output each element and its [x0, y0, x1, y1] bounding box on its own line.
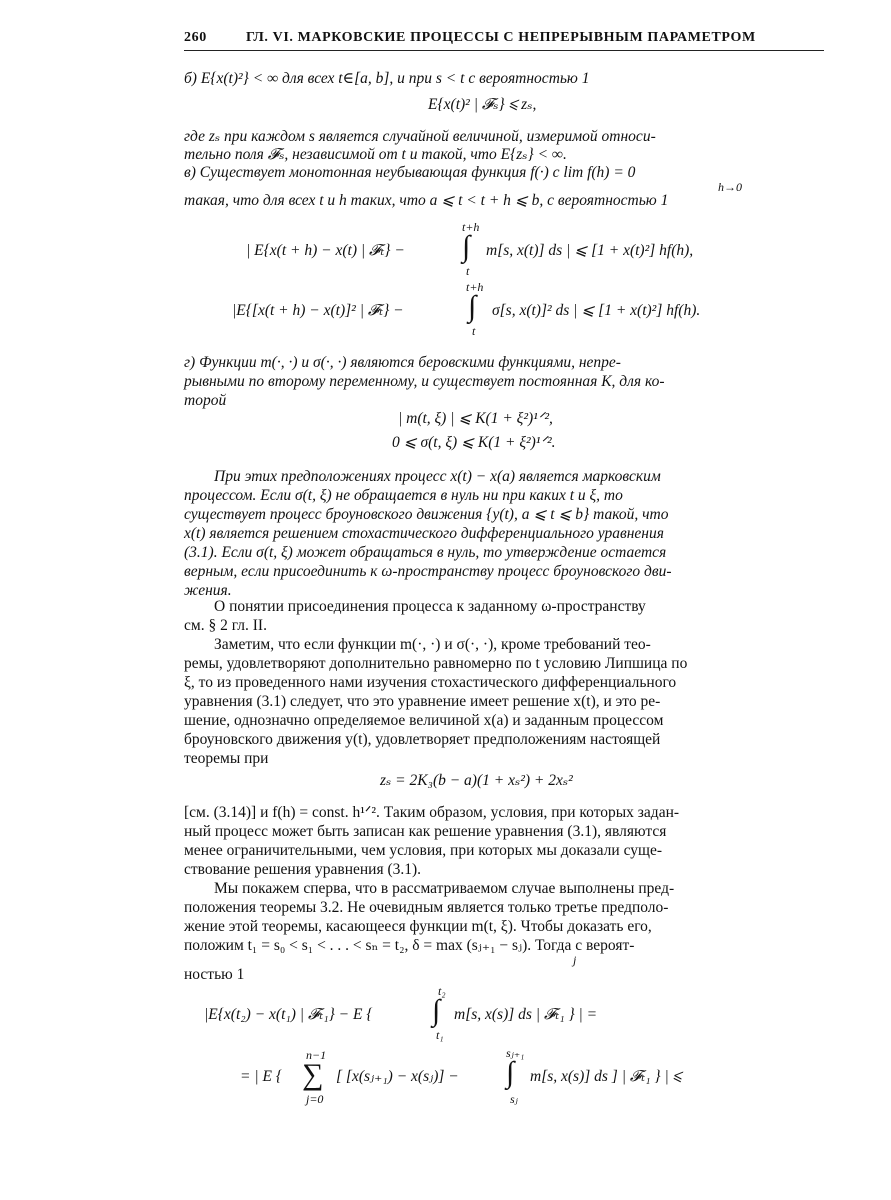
- feq2-int-upper: sⱼ₊₁: [506, 1046, 525, 1060]
- para3-line: ствование решения уравнения (3.1).: [184, 861, 422, 878]
- theorem-line: верным, если присоединить к ω-пространству процесс броуновского дви-: [184, 563, 672, 580]
- para4-line: жение этой теоремы, касающееся функции m(t, ξ). Чтобы доказать его,: [184, 918, 652, 935]
- feq1-int-upper: t₂: [438, 984, 446, 998]
- lim-subscript: h→0: [718, 180, 742, 194]
- zs-formula: zₛ = 2K₃(b − a)(1 + xₛ²) + 2xₛ²: [380, 772, 573, 789]
- eq2-int-upper: t+h: [466, 280, 484, 294]
- feq2-mid: [ [x(sⱼ₊₁) − x(sⱼ)] −: [336, 1068, 459, 1085]
- eq1-int-lower: t: [466, 264, 470, 278]
- theorem-line: При этих предположениях процесс x(t) − x(a) является марковским: [214, 468, 661, 485]
- cond-g-formula1: | m(t, ξ) | ⩽ K(1 + ξ²)¹ᐟ²,: [398, 410, 553, 427]
- cond-b-line3: тельно поля 𝓕ₛ, независимой от t и такой, что E{zₛ} < ∞.: [184, 146, 567, 163]
- cond-g-line2: рывными по второму переменному, и существует постоянная K, для ко-: [184, 373, 665, 390]
- eq1-right: m[s, x(t)] ds | ⩽ [1 + x(t)²] hf(h),: [486, 242, 694, 259]
- feq1-int-lower: t₁: [436, 1028, 444, 1042]
- cond-g-line1: г) Функции m(·, ·) и σ(·, ·) являются беровскими функциями, непре-: [184, 354, 621, 371]
- cond-b-formula: E{x(t)² | 𝓕ₛ} ⩽ zₛ,: [428, 96, 537, 113]
- theorem-line: жения.: [184, 582, 232, 599]
- cond-g-formula2: 0 ⩽ σ(t, ξ) ⩽ K(1 + ξ²)¹ᐟ².: [392, 434, 556, 451]
- feq2-int-lower: sⱼ: [510, 1092, 518, 1106]
- cond-g-line3: торой: [184, 392, 227, 409]
- para4-line: положим t₁ = s₀ < s₁ < . . . < sₙ = t₂, δ = max (sⱼ₊₁ − sⱼ). Тогда с вероят-: [184, 937, 635, 954]
- theorem-line: существует процесс броуновского движения {y(t), a ⩽ t ⩽ b} такой, что: [184, 506, 669, 523]
- cond-v-line1: в) Существует монотонная неубывающая функция f(·) с lim f(h) = 0: [184, 164, 636, 181]
- cond-v-line2: такая, что для всех t и h таких, что a ⩽ t < t + h ⩽ b, с вероятностью 1: [184, 192, 669, 209]
- feq1-right: m[s, x(s)] ds | 𝓕ₜ₁ } | =: [454, 1006, 598, 1023]
- para3-line: ный процесс может быть записан как решение уравнения (3.1), являются: [184, 823, 667, 840]
- para2-line: шение, однозначно определяемое величиной x(a) и заданным процессом: [184, 712, 664, 729]
- para2-line: ремы, удовлетворяют дополнительно равномерно по t условию Липшица по: [184, 655, 688, 672]
- cond-b-line1: б) E{x(t)²} < ∞ для всех t∈[a, b], и при s < t с вероятностью 1: [184, 70, 590, 87]
- theorem-line: x(t) является решением стохастического дифференциального уравнения: [184, 525, 664, 542]
- sum-sign: ∑: [302, 1058, 324, 1091]
- para4-line: Мы покажем сперва, что в рассматриваемом случае выполнены пред-: [214, 880, 675, 897]
- para4-line: положения теоремы 3.2. Не очевидным является только третье предполо-: [184, 899, 669, 916]
- page-number: 260: [184, 30, 207, 45]
- running-title: ГЛ. VI. МАРКОВСКИЕ ПРОЦЕССЫ С НЕПРЕРЫВНЫМ ПАРАМЕТРОМ: [246, 30, 756, 45]
- integral-sign: ∫: [468, 290, 477, 323]
- feq1-left: |E{x(t₂) − x(t₁) | 𝓕ₜ₁} − E {: [204, 1006, 373, 1023]
- para1-line: см. § 2 гл. II.: [184, 617, 267, 634]
- para2-line: уравнения (3.1) следует, что это уравнение имеет решение x(t), и это ре-: [184, 693, 661, 710]
- para2-line: броуновского движения y(t), удовлетворяет предположениям настоящей: [184, 731, 661, 748]
- feq2-right: m[s, x(s)] ds ] | 𝓕ₜ₁ } | ⩽: [530, 1068, 682, 1085]
- para2-line: ξ, то из проведенного нами изучения стохастического дифференциального: [184, 674, 677, 691]
- para3-line: [см. (3.14)] и f(h) = const. h¹ᐟ². Таким образом, условия, при которых задан-: [184, 804, 680, 821]
- integral-sign: ∫: [506, 1056, 515, 1089]
- theorem-line: (3.1). Если σ(t, ξ) может обращаться в нуль, то утверждение остается: [184, 544, 667, 561]
- eq2-int-lower: t: [472, 324, 476, 338]
- cond-b-line2: где zₛ при каждом s является случайной величиной, измеримой относи-: [184, 128, 656, 145]
- para2-line: Заметим, что если функции m(·, ·) и σ(·, ·), кроме требований тео-: [214, 636, 651, 653]
- para2-line: теоремы при: [184, 750, 269, 767]
- integral-sign: ∫: [432, 994, 441, 1027]
- eq2-left: |E{[x(t + h) − x(t)]² | 𝓕ₜ} −: [232, 302, 404, 319]
- para1-line: О понятии присоединения процесса к заданному ω-пространству: [214, 598, 646, 615]
- max-subscript: j: [573, 953, 577, 967]
- eq1-left: | E{x(t + h) − x(t) | 𝓕ₜ} −: [246, 242, 405, 259]
- eq2-right: σ[s, x(t)]² ds | ⩽ [1 + x(t)²] hf(h).: [492, 302, 701, 319]
- sum-lower: j=0: [306, 1092, 324, 1106]
- feq2-left: = | E {: [240, 1068, 283, 1085]
- running-header: [184, 28, 824, 51]
- sum-upper: n−1: [306, 1048, 327, 1062]
- para4-line: ностью 1: [184, 966, 245, 983]
- theorem-line: процессом. Если σ(t, ξ) не обращается в нуль ни при каких t и ξ, то: [184, 487, 623, 504]
- eq1-int-upper: t+h: [462, 220, 480, 234]
- para3-line: менее ограничительными, чем условия, при которых мы доказали суще-: [184, 842, 662, 859]
- integral-sign: ∫: [462, 230, 471, 263]
